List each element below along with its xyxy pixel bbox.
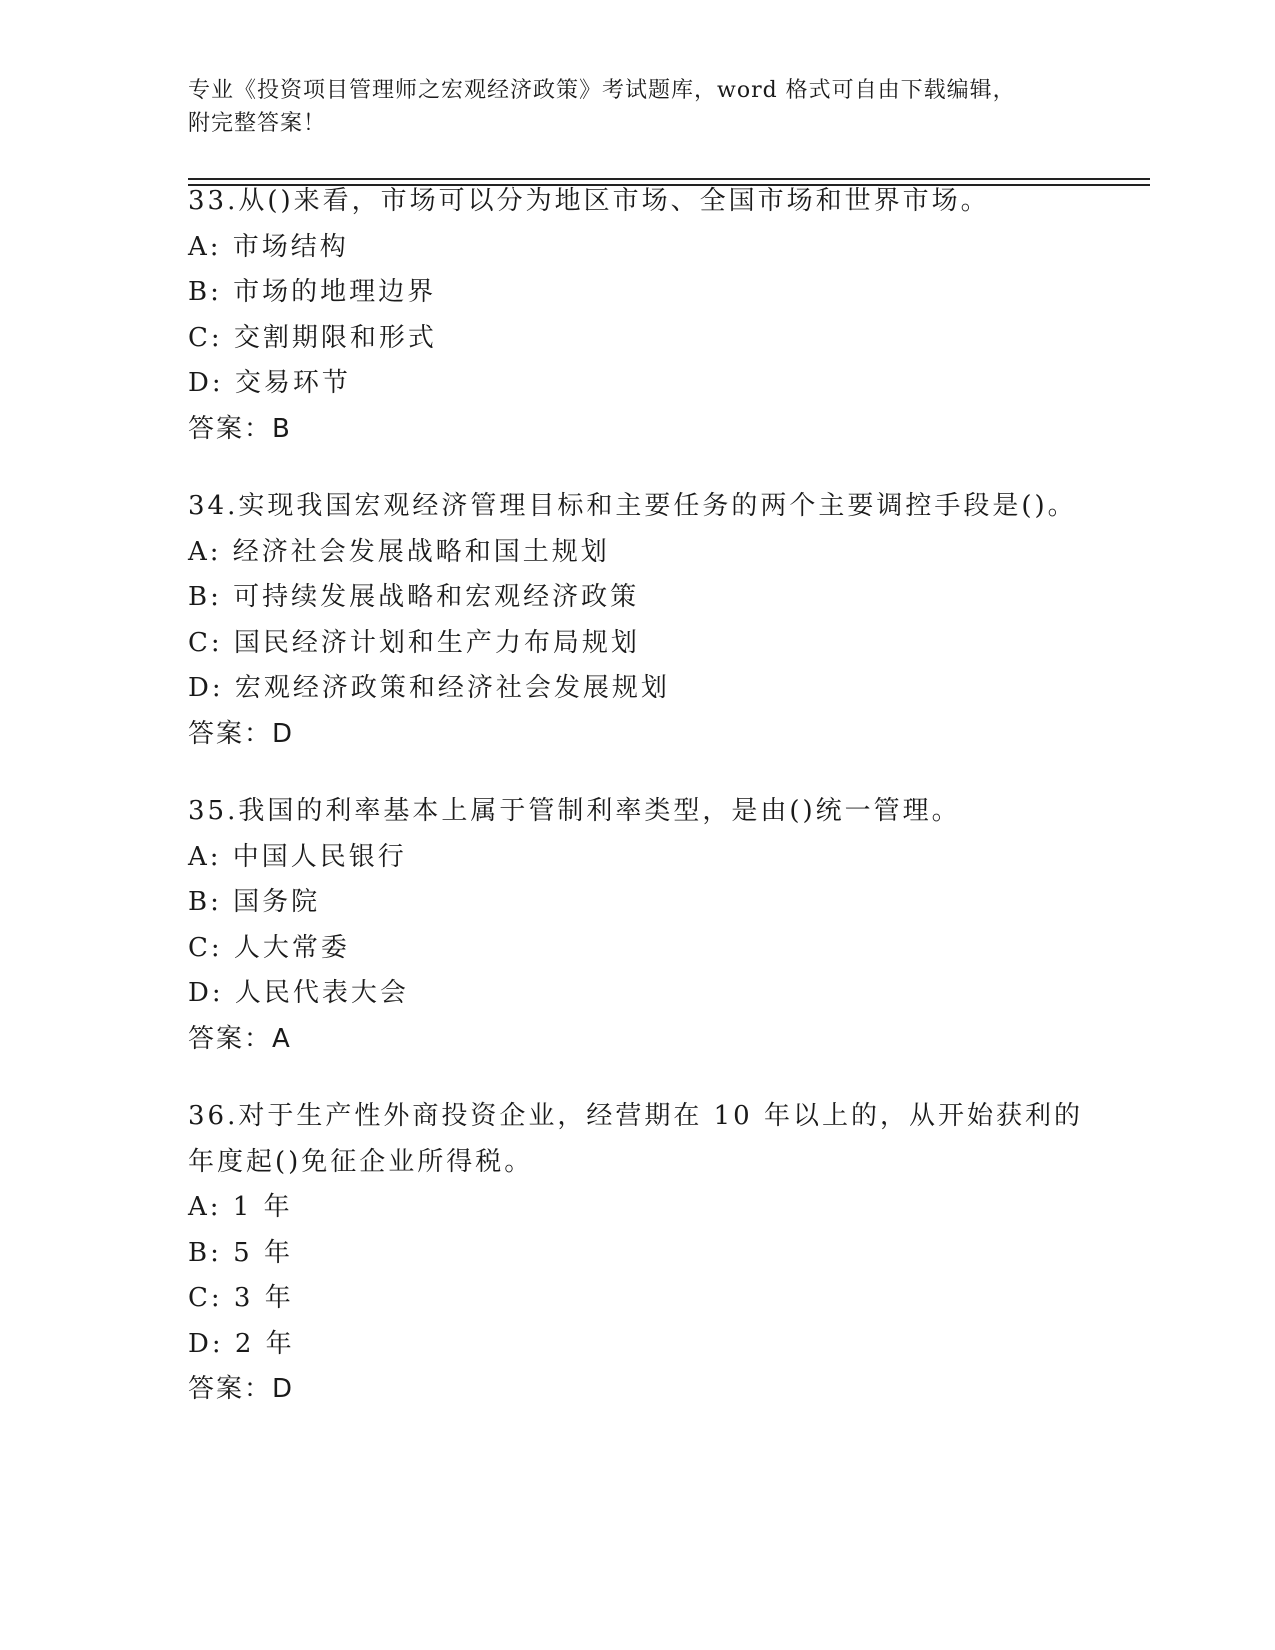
- option-c: C: 交割期限和形式: [188, 322, 437, 353]
- option-d: D: 宏观经济政策和经济社会发展规划: [188, 673, 670, 703]
- answer-line: 答案：D: [188, 1374, 295, 1404]
- question-block: [188, 1094, 1088, 1413]
- option-c: C: 人大常委: [188, 932, 350, 963]
- option-d: D: 人民代表大会: [188, 978, 409, 1008]
- option-d: D: 2 年: [188, 1328, 295, 1359]
- question-stem: 35.我国的利率基本上属于管制利率类型，是由()统一管理。: [188, 796, 961, 826]
- option-b: B: 可持续发展战略和宏观经济政策: [188, 582, 640, 612]
- question-stem: 36.对于生产性外商投资企业，经营期在 10 年以上的，从开始获利的: [188, 1101, 1083, 1131]
- answer-line: 答案：A: [188, 1023, 292, 1054]
- question-stem-continued: 年度起()免征企业所得税。: [188, 1146, 534, 1177]
- question-stem: 33.从()来看，市场可以分为地区市场、全国市场和世界市场。: [188, 186, 990, 216]
- answer-line: 答案：D: [188, 718, 295, 749]
- question-block: [188, 179, 1088, 452]
- header-line-2: 附完整答案！: [188, 111, 327, 136]
- option-b: B: 5 年: [188, 1237, 293, 1268]
- answer-line: 答案：B: [188, 413, 292, 444]
- option-b: B: 市场的地理边界: [188, 277, 437, 307]
- document-header: [188, 74, 1148, 140]
- option-a: A: 1 年: [188, 1192, 293, 1222]
- option-a: A: 中国人民银行: [188, 841, 407, 872]
- question-stem: 34.实现我国宏观经济管理目标和主要任务的两个主要调控手段是()。: [188, 491, 1077, 521]
- option-b: B: 国务院: [188, 887, 321, 917]
- option-a: A: 市场结构: [188, 231, 349, 262]
- option-d: D: 交易环节: [188, 368, 351, 398]
- option-c: C: 3 年: [188, 1283, 294, 1313]
- question-block: [188, 484, 1088, 757]
- option-a: A: 经济社会发展战略和国土规划: [188, 536, 610, 567]
- question-block: [188, 789, 1088, 1062]
- option-c: C: 国民经济计划和生产力布局规划: [188, 627, 640, 658]
- header-line-1: 专业《投资项目管理师之宏观经济政策》考试题库，word 格式可自由下载编辑，: [188, 78, 1016, 103]
